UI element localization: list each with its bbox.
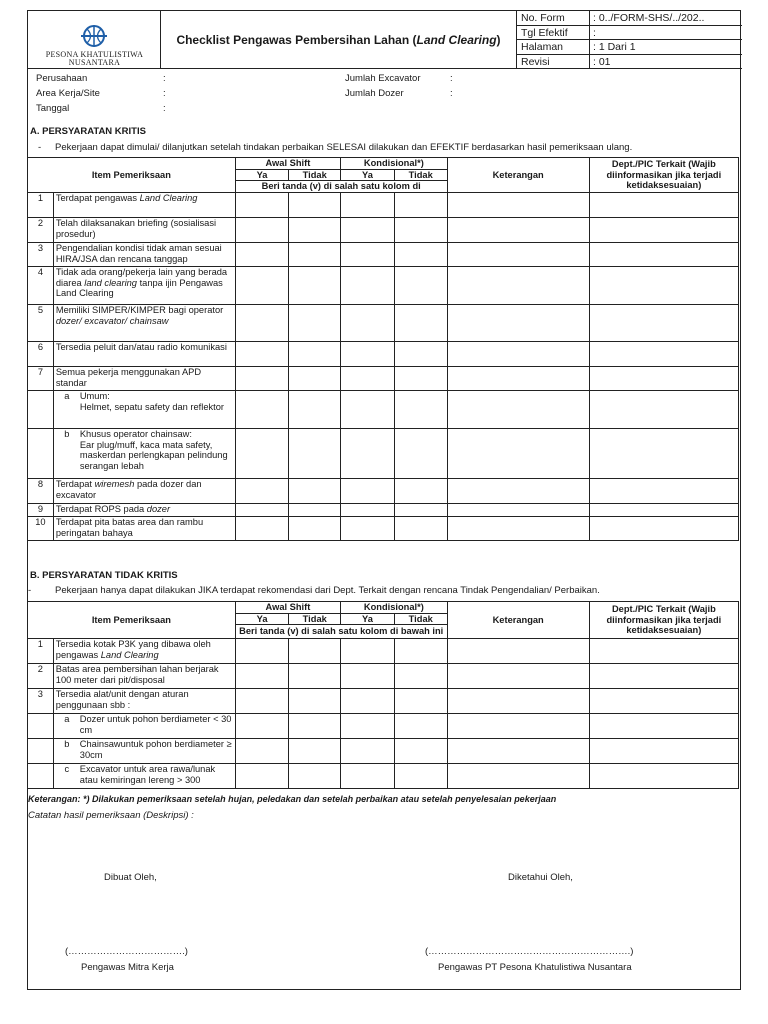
cell-dept[interactable] (589, 664, 738, 689)
cell-awal-tidak[interactable] (289, 517, 341, 541)
cell-dept[interactable] (589, 479, 738, 504)
cell-kond-ya[interactable] (341, 689, 395, 714)
cell-awal-tidak[interactable] (289, 739, 341, 764)
cell-keterangan[interactable] (447, 714, 589, 739)
cell-awal-ya[interactable] (235, 193, 289, 218)
table-row (28, 689, 739, 714)
row-text: b Chainsawuntuk pohon berdiameter ≥ 30cm (53, 739, 235, 764)
row-text: a Dozer untuk pohon berdiameter < 30 cm (53, 714, 235, 739)
cell-awal-ya[interactable] (235, 429, 289, 479)
row-text: b Khusus operator chainsaw: Ear plug/muff, kaca mata safety, maskerdan perlengkapan pelindung serangan lebah (53, 429, 235, 479)
meta-key: Revisi (521, 55, 550, 68)
cell-kond-tidak[interactable] (394, 517, 447, 541)
cell-keterangan[interactable] (447, 243, 589, 267)
cell-keterangan[interactable] (447, 739, 589, 764)
header-awal-shift: Awal Shift (235, 158, 340, 170)
row-number: 10 (28, 517, 54, 541)
company-logo-icon (80, 23, 108, 49)
logo-text-line2: NUSANTARA (68, 58, 121, 67)
cell-awal-ya[interactable] (235, 391, 289, 429)
note-dash: - (28, 585, 32, 596)
cell-dept[interactable] (589, 429, 738, 479)
table-row (28, 267, 739, 305)
cell-dept[interactable] (589, 714, 738, 739)
cell-kond-tidak[interactable] (394, 267, 447, 305)
row-text: Tersedia alat/unit dengan aturan penggunaan sbb : (53, 689, 235, 714)
cell-awal-ya[interactable] (235, 714, 289, 739)
cell-awal-ya[interactable] (235, 218, 289, 243)
meta-row-halaman (517, 40, 742, 55)
cell-dept[interactable] (589, 739, 738, 764)
row-number: 1 (28, 193, 54, 218)
cell-awal-tidak[interactable] (289, 305, 341, 342)
row-number: 5 (28, 305, 54, 342)
table-row (28, 243, 739, 267)
cell-kond-ya[interactable] (341, 639, 395, 664)
meta-key: Halaman (521, 41, 564, 53)
cell-keterangan[interactable] (447, 193, 589, 218)
form-meta (517, 11, 742, 69)
header-instruction: Beri tanda (v) di salah satu kolom di bawah ini (235, 625, 447, 639)
cell-keterangan[interactable] (447, 305, 589, 342)
row-text: a Umum: Helmet, sepatu safety dan reflektor (53, 391, 235, 429)
role-right: Pengawas PT Pesona Khatulistiwa Nusantara (438, 962, 632, 973)
cell-dept[interactable] (589, 517, 738, 541)
table-row (28, 714, 739, 739)
cell-awal-tidak[interactable] (289, 367, 341, 391)
header-tidak: Tidak (394, 613, 447, 625)
row-text: Telah dilaksanakan briefing (sosialisasi prosedur) (53, 218, 235, 243)
cell-awal-tidak[interactable] (289, 342, 341, 367)
cell-keterangan[interactable] (447, 764, 589, 789)
table-row (28, 739, 739, 764)
title-italic: Land Clearing (416, 32, 497, 47)
cell-kond-tidak[interactable] (394, 367, 447, 391)
cell-kond-tidak[interactable] (394, 689, 447, 714)
row-text: Tidak ada orang/pekerja lain yang berada diarea land clearing tanpa ijin Pengawas Land Clearing (53, 267, 235, 305)
row-text: Tersedia peluit dan/atau radio komunikasi (53, 342, 235, 367)
cell-dept[interactable] (589, 504, 738, 517)
cell-kond-tidak[interactable] (394, 305, 447, 342)
label-area: Area Kerja/Site (36, 88, 100, 99)
sub-letter: a (64, 391, 70, 401)
cell-awal-tidak[interactable] (289, 504, 341, 517)
row-text: Memiliki SIMPER/KIMPER bagi operator dozer/ excavator/ chainsaw (53, 305, 235, 342)
cell-kond-ya[interactable] (341, 664, 395, 689)
table-row (28, 664, 739, 689)
label-perusahaan: Perusahaan (36, 73, 88, 84)
colon: : (163, 73, 166, 84)
cell-dept[interactable] (589, 218, 738, 243)
cell-dept[interactable] (589, 305, 738, 342)
header-kondisional: Kondisional*) (341, 158, 448, 170)
section-a-table (27, 157, 739, 541)
cell-keterangan[interactable] (447, 517, 589, 541)
signature-right[interactable]: (……………………………………………………….) (425, 946, 634, 957)
cell-awal-ya[interactable] (235, 342, 289, 367)
cell-awal-tidak[interactable] (289, 243, 341, 267)
row-text: Terdapat wiremesh pada dozer dan excavator (53, 479, 235, 504)
cell-kond-ya[interactable] (341, 429, 395, 479)
meta-key: Tgl Efektif (521, 26, 568, 39)
cell-kond-ya[interactable] (341, 267, 395, 305)
row-text: c Excavator untuk area rawa/lunak atau kemiringan lereng > 300 (53, 764, 235, 789)
cell-dept[interactable] (589, 342, 738, 367)
cell-kond-ya[interactable] (341, 193, 395, 218)
cell-kond-tidak[interactable] (394, 764, 447, 789)
cell-awal-ya[interactable] (235, 243, 289, 267)
colon: : (450, 73, 453, 84)
cell-dept[interactable] (589, 243, 738, 267)
logo-text-line1: PESONA KHATULISTIWA (45, 50, 144, 59)
cell-kond-tidak[interactable] (394, 504, 447, 517)
cell-awal-tidak[interactable] (289, 764, 341, 789)
title-end: ) (496, 32, 501, 47)
cell-awal-tidak[interactable] (289, 479, 341, 504)
row-number: 3 (28, 689, 54, 714)
cell-awal-ya[interactable] (235, 305, 289, 342)
cell-awal-ya[interactable] (235, 739, 289, 764)
diketahui-oleh: Diketahui Oleh, (508, 872, 573, 883)
row-number: 7 (28, 367, 54, 391)
table-row (28, 218, 739, 243)
cell-dept[interactable] (589, 639, 738, 664)
sub-letter: b (64, 739, 70, 749)
cell-kond-ya[interactable] (341, 243, 395, 267)
meta-row-no-form (517, 11, 742, 26)
label-dozer: Jumlah Dozer (345, 88, 404, 99)
cell-keterangan[interactable] (447, 342, 589, 367)
section-a-note: Pekerjaan dapat dimulai/ dilanjutkan setelah tindakan perbaikan SELESAI dilakukan dan EFEKTIF berdasarkan hasil pemeriksaan ulang. (55, 142, 633, 153)
cell-awal-tidak[interactable] (289, 429, 341, 479)
cell-keterangan[interactable] (447, 639, 589, 664)
colon: : (450, 88, 453, 99)
cell-kond-ya[interactable] (341, 305, 395, 342)
cell-kond-ya[interactable] (341, 739, 395, 764)
meta-value: : 0../FORM-SHS/../202.. (593, 12, 705, 24)
row-number: 8 (28, 479, 54, 504)
colon: : (163, 103, 166, 114)
cell-keterangan[interactable] (447, 267, 589, 305)
label-tanggal: Tanggal (36, 103, 70, 114)
meta-value: : (593, 26, 596, 39)
cell-kond-tidak[interactable] (394, 218, 447, 243)
sub-letter: a (64, 714, 70, 724)
cell-keterangan[interactable] (447, 218, 589, 243)
footer-catatan: Catatan hasil pemeriksaan (Deskripsi) : (28, 810, 194, 821)
cell-awal-tidak[interactable] (289, 218, 341, 243)
row-number: 2 (28, 664, 54, 689)
section-b-note: Pekerjaan hanya dapat dilakukan JIKA terdapat rekomendasi dari Dept. Terkait dengan rencana Tindak Pengendalian/ Perbaikan. (55, 585, 600, 596)
header-tidak: Tidak (289, 613, 341, 625)
label-excavator: Jumlah Excavator (345, 73, 421, 84)
header-ya: Ya (341, 169, 395, 181)
cell-kond-ya[interactable] (341, 391, 395, 429)
cell-dept[interactable] (589, 391, 738, 429)
table-row (28, 517, 739, 541)
cell-kond-tidak[interactable] (394, 342, 447, 367)
footer-keterangan: Keterangan: *) Dilakukan pemeriksaan setelah hujan, peledakan dan setelah perbaikan atau setelah penyelesaian pekerjaan (28, 794, 557, 804)
cell-awal-ya[interactable] (235, 664, 289, 689)
form-page (27, 10, 741, 990)
logo-cell (28, 11, 161, 69)
cell-awal-ya[interactable] (235, 689, 289, 714)
cell-keterangan[interactable] (447, 479, 589, 504)
row-text: Terdapat pita batas area dan rambu peringatan bahaya (53, 517, 235, 541)
row-text: Terdapat pengawas Land Clearing (53, 193, 235, 218)
table-row (28, 367, 739, 391)
cell-keterangan[interactable] (447, 664, 589, 689)
header-keterangan: Keterangan (447, 602, 589, 639)
header-ya: Ya (235, 613, 289, 625)
title-main: Checklist Pengawas Pembersihan Lahan ( (176, 32, 417, 47)
row-text: Batas area pembersihan lahan berjarak 100 meter dari pit/disposal (53, 664, 235, 689)
cell-awal-tidak[interactable] (289, 391, 341, 429)
header-kondisional: Kondisional*) (341, 602, 448, 614)
meta-value: : 1 Dari 1 (593, 41, 636, 53)
cell-kond-ya[interactable] (341, 764, 395, 789)
note-dash: - (38, 142, 42, 153)
cell-keterangan[interactable] (447, 689, 589, 714)
table-row (28, 342, 739, 367)
header-tidak: Tidak (394, 169, 447, 181)
cell-kond-ya[interactable] (341, 342, 395, 367)
cell-keterangan[interactable] (447, 429, 589, 479)
sub-letter: c (64, 764, 70, 774)
cell-awal-ya[interactable] (235, 764, 289, 789)
header-instruction: Beri tanda (v) di salah satu kolom di (235, 181, 447, 193)
cell-keterangan[interactable] (447, 504, 589, 517)
cell-kond-ya[interactable] (341, 367, 395, 391)
row-number: 2 (28, 218, 54, 243)
row-number: 3 (28, 243, 54, 267)
cell-dept[interactable] (589, 367, 738, 391)
dibuat-oleh: Dibuat Oleh, (104, 872, 157, 883)
row-text: Pengendalian kondisi tidak aman sesuai HIRA/JSA dan rencana tanggap (53, 243, 235, 267)
cell-dept[interactable] (589, 689, 738, 714)
table-row (28, 479, 739, 504)
cell-keterangan[interactable] (447, 391, 589, 429)
row-text: Terdapat ROPS pada dozer (53, 504, 235, 517)
row-number: 6 (28, 342, 54, 367)
colon: : (163, 88, 166, 99)
header-ya: Ya (341, 613, 395, 625)
header-item: Item Pemeriksaan (28, 158, 236, 193)
role-left: Pengawas Mitra Kerja (81, 962, 174, 973)
cell-awal-ya[interactable] (235, 639, 289, 664)
table-row (28, 305, 739, 342)
cell-kond-tidak[interactable] (394, 664, 447, 689)
row-number: 4 (28, 267, 54, 305)
cell-keterangan[interactable] (447, 367, 589, 391)
cell-kond-ya[interactable] (341, 714, 395, 739)
cell-awal-tidak[interactable] (289, 714, 341, 739)
row-text: Tersedia kotak P3K yang dibawa oleh pengawas Land Clearing (53, 639, 235, 664)
cell-awal-tidak[interactable] (289, 193, 341, 218)
table-row (28, 504, 739, 517)
cell-dept[interactable] (589, 764, 738, 789)
table-row (28, 391, 739, 429)
table-row (28, 639, 739, 664)
cell-kond-tidak[interactable] (394, 714, 447, 739)
cell-awal-ya[interactable] (235, 504, 289, 517)
meta-row-tgl-efektif (517, 26, 742, 41)
section-a-title: A. PERSYARATAN KRITIS (30, 126, 146, 137)
cell-awal-tidak[interactable] (289, 639, 341, 664)
section-b-table (27, 601, 739, 789)
cell-kond-tidak[interactable] (394, 193, 447, 218)
form-title (161, 11, 517, 69)
cell-kond-tidak[interactable] (394, 739, 447, 764)
header-dept: Dept./PIC Terkait (Wajib diinformasikan jika terjadi ketidaksesuaian) (589, 158, 738, 193)
cell-kond-tidak[interactable] (394, 429, 447, 479)
cell-kond-tidak[interactable] (394, 479, 447, 504)
cell-dept[interactable] (589, 267, 738, 305)
meta-key: No. Form (521, 12, 565, 24)
form-header (28, 11, 742, 70)
cell-awal-tidak[interactable] (289, 267, 341, 305)
cell-kond-ya[interactable] (341, 218, 395, 243)
header-tidak: Tidak (289, 169, 341, 181)
cell-kond-tidak[interactable] (394, 639, 447, 664)
cell-kond-tidak[interactable] (394, 243, 447, 267)
header-keterangan: Keterangan (447, 158, 589, 193)
cell-kond-ya[interactable] (341, 504, 395, 517)
table-row (28, 429, 739, 479)
cell-awal-ya[interactable] (235, 367, 289, 391)
meta-value: : 01 (593, 55, 611, 68)
meta-row-revisi (517, 55, 742, 70)
row-number: 1 (28, 639, 54, 664)
cell-kond-ya[interactable] (341, 479, 395, 504)
header-dept: Dept./PIC Terkait (Wajib diinformasikan jika terjadi ketidaksesuaian) (589, 602, 738, 639)
sub-letter: b (64, 429, 70, 439)
cell-awal-ya[interactable] (235, 267, 289, 305)
cell-dept[interactable] (589, 193, 738, 218)
cell-kond-ya[interactable] (341, 517, 395, 541)
cell-awal-ya[interactable] (235, 479, 289, 504)
row-number: 9 (28, 504, 54, 517)
section-b-title: B. PERSYARATAN TIDAK KRITIS (30, 570, 178, 581)
header-item: Item Pemeriksaan (28, 602, 236, 639)
cell-awal-tidak[interactable] (289, 689, 341, 714)
cell-awal-tidak[interactable] (289, 664, 341, 689)
table-row (28, 764, 739, 789)
table-row (28, 193, 739, 218)
cell-awal-ya[interactable] (235, 517, 289, 541)
header-awal-shift: Awal Shift (235, 602, 340, 614)
header-ya: Ya (235, 169, 289, 181)
signature-left[interactable]: (……………………………….) (65, 946, 188, 957)
cell-kond-tidak[interactable] (394, 391, 447, 429)
row-text: Semua pekerja menggunakan APD standar (53, 367, 235, 391)
